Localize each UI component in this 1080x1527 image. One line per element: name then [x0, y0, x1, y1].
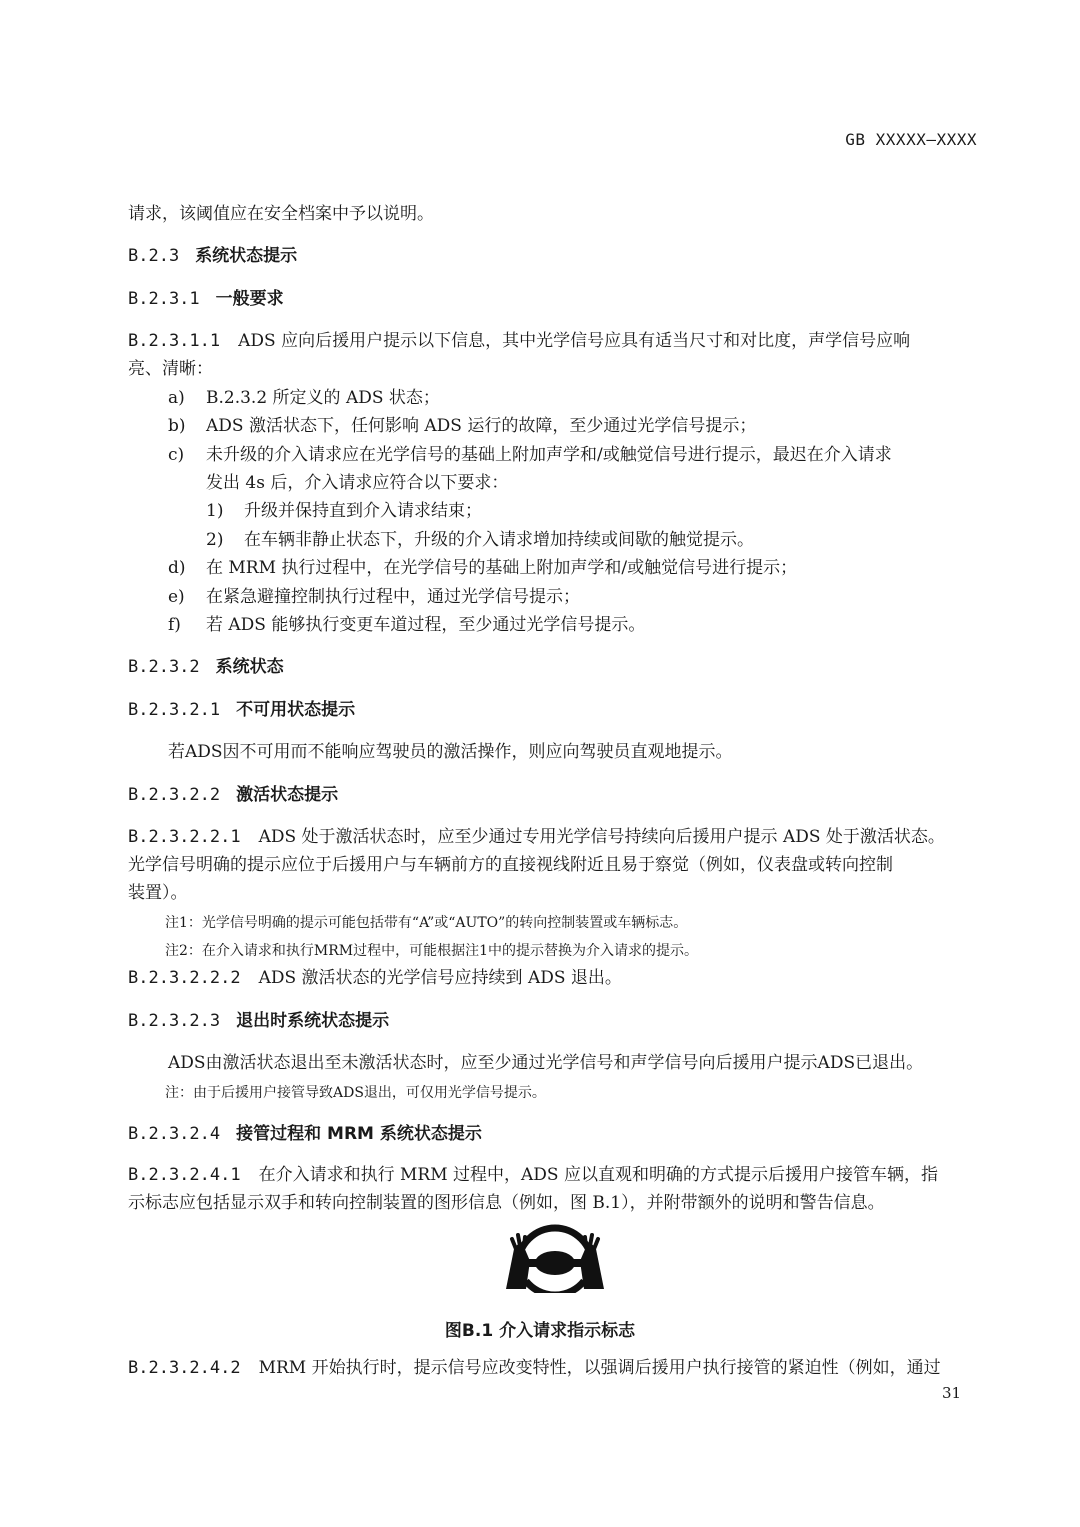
document-id-header: GB XXXXX—XXXX: [845, 130, 977, 149]
sublist-item-2: [206, 529, 754, 551]
paragraph-exit: ADS由激活状态退出至未激活状态时，应至少通过光学信号和声学信号向后援用户提示ADS已退出。: [168, 1053, 924, 1073]
list-item-b: [168, 415, 756, 437]
section-heading-b23: [128, 245, 297, 267]
clause-continuation: 光学信号明确的提示应位于后援用户与车辆前方的直接视线附近且易于察觉（例如，仪表盘或转向控制: [128, 855, 893, 875]
hands-on-steering-wheel-icon: [504, 1219, 606, 1293]
list-item-e: [168, 586, 580, 608]
clause-b2311: [128, 330, 910, 352]
clause-text: MRM 开始执行时，提示信号应改变特性，以强调后援用户执行接管的紧迫性（例如，通过: [258, 1358, 941, 1378]
section-title: 接管过程和 MRM 系统状态提示: [236, 1124, 482, 1144]
section-title: 一般要求: [215, 289, 284, 309]
section-number: B.2.3.2.4: [128, 1124, 221, 1144]
section-title: 激活状态提示: [236, 785, 339, 805]
list-label: b): [168, 416, 186, 436]
clause-number: B.2.3.2.4.1: [128, 1165, 241, 1185]
sublist-text: 在车辆非静止状态下，升级的介入请求增加持续或间歇的触觉提示。: [244, 530, 754, 550]
section-heading-b232: [128, 656, 284, 678]
clause-b23222: [128, 967, 622, 989]
section-heading-b2322: [128, 784, 338, 806]
sublist-item-1: [206, 500, 482, 522]
list-item-c: [168, 444, 892, 466]
clause-text: ADS 处于激活状态时，应至少通过专用光学信号持续向后援用户提示 ADS 处于激活状态。: [258, 827, 945, 847]
clause-number: B.2.3.2.2.2: [128, 968, 241, 988]
list-item-d: [168, 557, 797, 579]
section-heading-b2323: [128, 1010, 389, 1032]
clause-continuation: 示标志应包括显示双手和转向控制装置的图形信息（例如，图 B.1），并附带额外的说明和警告信息。: [128, 1193, 885, 1213]
section-heading-b231: [128, 288, 284, 310]
list-label: d): [168, 558, 186, 578]
list-label: c): [168, 445, 185, 465]
paragraph-continuation: 请求，该阈值应在安全档案中予以说明。: [128, 204, 434, 224]
section-number: B.2.3.2.2: [128, 785, 221, 805]
list-text: ADS 激活状态下，任何影响 ADS 运行的故障，至少通过光学信号提示；: [206, 416, 757, 436]
section-number: B.2.3: [128, 246, 180, 266]
section-heading-b2321: [128, 699, 355, 721]
list-item-f: [168, 614, 645, 636]
clause-b23241: [128, 1164, 938, 1186]
list-text: 若 ADS 能够执行变更车道过程，至少通过光学信号提示。: [206, 615, 646, 635]
list-label: a): [168, 388, 185, 408]
figure-caption: 图B.1 介入请求指示标志: [444, 1321, 636, 1341]
section-heading-b2324: [128, 1123, 482, 1145]
clause-number: B.2.3.2.2.1: [128, 827, 241, 847]
section-number: B.2.3.2: [128, 657, 200, 677]
clause-number: B.2.3.2.4.2: [128, 1358, 241, 1378]
list-text: 在紧急避撞控制执行过程中，通过光学信号提示；: [206, 587, 580, 607]
page-number: 31: [942, 1384, 962, 1402]
clause-text: 在介入请求和执行 MRM 过程中，ADS 应以直观和明确的方式提示后援用户接管车辆，指: [258, 1165, 938, 1185]
sublist-text: 升级并保持直到介入请求结束；: [244, 501, 482, 521]
note-exit: 注：由于后援用户接管导致ADS退出，可仅用光学信号提示。: [165, 1085, 546, 1101]
clause-b23242: [128, 1357, 941, 1379]
sublist-label: 2): [206, 530, 224, 550]
note-2: 注2：在介入请求和执行MRM过程中，可能根据注1中的提示替换为介入请求的提示。: [165, 943, 699, 959]
clause-text: ADS 应向后援用户提示以下信息，其中光学信号应具有适当尺寸和对比度，声学信号应响: [238, 331, 911, 351]
clause-continuation: 亮、清晰：: [128, 359, 213, 379]
list-item-c-continuation: 发出 4s 后，介入请求应符合以下要求：: [206, 473, 509, 493]
list-label: f): [168, 615, 181, 635]
section-title: 系统状态提示: [195, 246, 298, 266]
list-text: 未升级的介入请求应在光学信号的基础上附加声学和/或触觉信号进行提示，最迟在介入请求: [206, 445, 892, 465]
list-item-a: [168, 387, 440, 409]
section-number: B.2.3.2.3: [128, 1011, 221, 1031]
list-text: 在 MRM 执行过程中，在光学信号的基础上附加声学和/或触觉信号进行提示；: [206, 558, 798, 578]
paragraph-unavailable: 若ADS因不可用而不能响应驾驶员的激活操作，则应向驾驶员直观地提示。: [168, 742, 733, 762]
section-title: 退出时系统状态提示: [236, 1011, 390, 1031]
section-number: B.2.3.1: [128, 289, 200, 309]
list-label: e): [168, 587, 185, 607]
section-title: 不可用状态提示: [236, 700, 356, 720]
clause-continuation: 装置）。: [128, 883, 188, 903]
clause-b23221: [128, 826, 945, 848]
clause-number: B.2.3.1.1: [128, 331, 221, 351]
clause-text: ADS 激活状态的光学信号应持续到 ADS 退出。: [258, 968, 622, 988]
sublist-label: 1): [206, 501, 224, 521]
note-1: 注1：光学信号明确的提示可能包括带有“A”或“AUTO”的转向控制装置或车辆标志。: [165, 915, 688, 931]
section-title: 系统状态: [215, 657, 284, 677]
list-text: B.2.3.2 所定义的 ADS 状态；: [206, 388, 440, 408]
section-number: B.2.3.2.1: [128, 700, 221, 720]
